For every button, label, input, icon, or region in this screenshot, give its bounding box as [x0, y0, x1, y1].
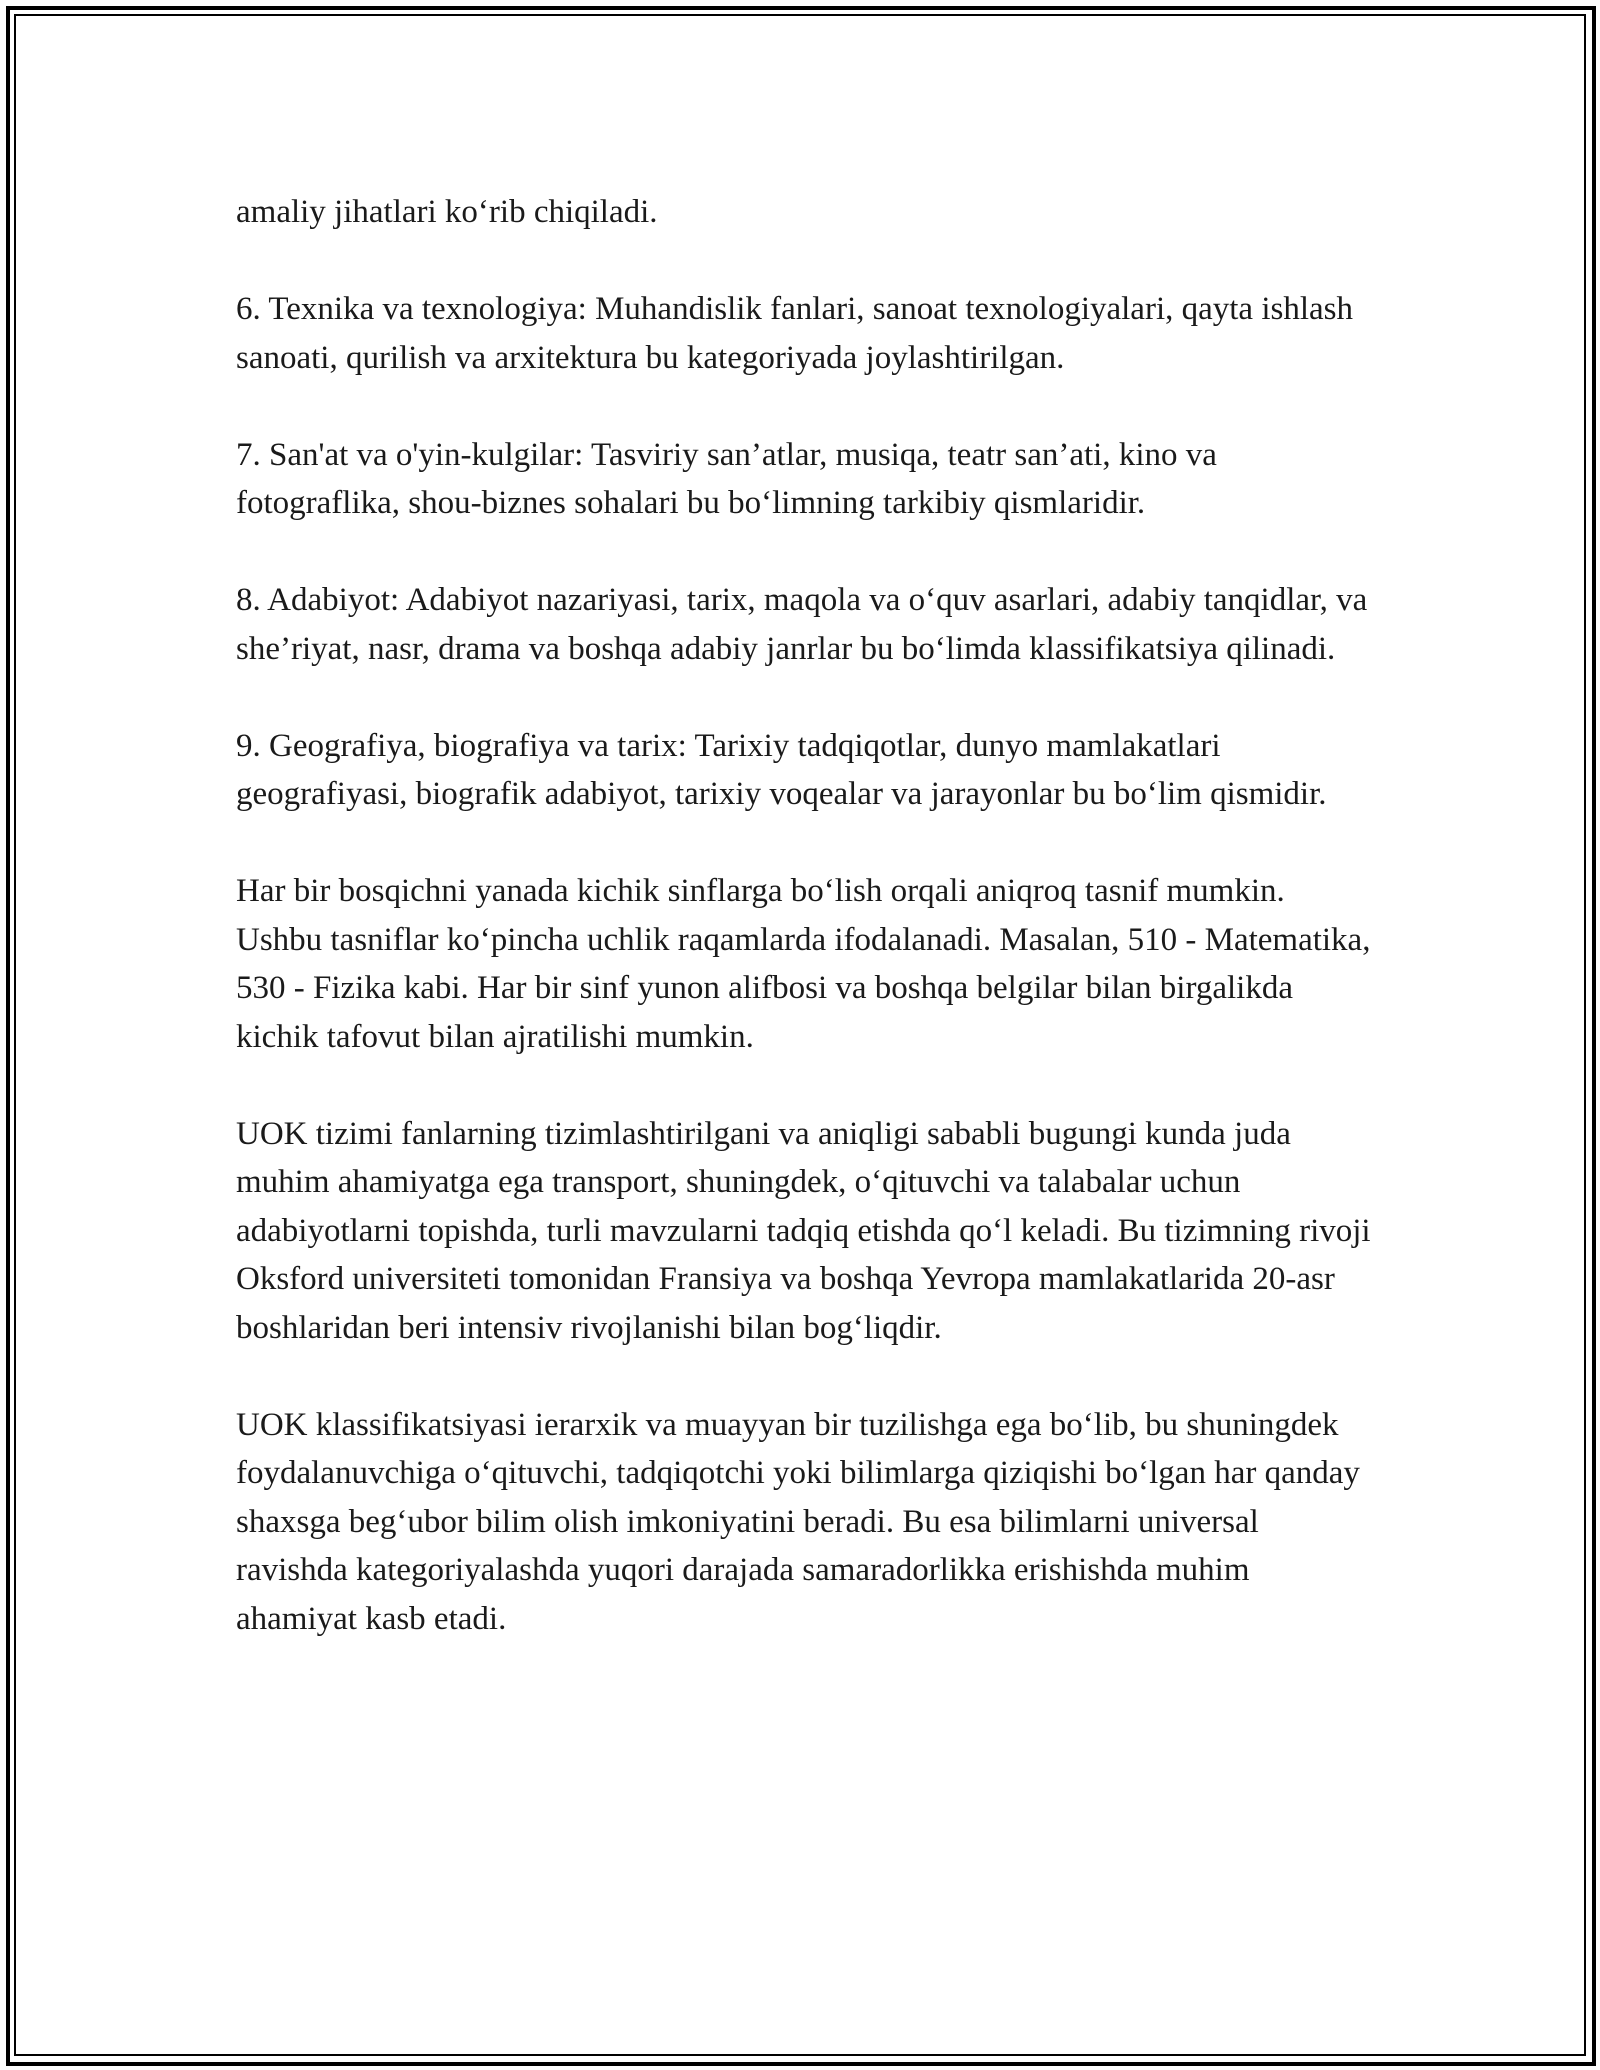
- paragraph-subdivision: Har bir bosqichni yanada kichik sinflarga bo‘lish orqali aniqroq tasnif mumkin. Ushbu tasniflar ko‘pincha uchlik raqamlarda ifodalanadi. Masalan, 510 - Matematika, 530 - Fizika kabi. Har bir sinf yunon alifbosi va boshqa belgilar bilan birgalikda kichik tafovut bilan ajratilishi mumkin.: [236, 873, 1371, 1055]
- paragraph-uok-structure: UOK klassifikatsiyasi ierarxik va muayyan bir tuzilishga ega bo‘lib, bu shuningdek foydalanuvchiga o‘qituvchi, tadqiqotchi yoki bilimlarga qiziqishi bo‘lgan har qanday shaxsga beg‘ubor bilim olish imkoniyatini beradi. Bu esa bilimlarni universal ravishda kategoriyalashda yuqori darajada samaradorlikka erishishda muhim ahamiyat kasb etadi.: [236, 1406, 1360, 1637]
- paragraph-uok-importance: UOK tizimi fanlarning tizimlashtirilgani va aniqligi sababli bugungi kunda juda muhim ahamiyatga ega transport, shuningdek, o‘qituvchi va talabalar uchun adabiyotlarni topishda, turli mavzularni tadqiq etishda qo‘l keladi. Bu tizimning rivoji Oksford universiteti tomonidan Fransiya va boshqa Yevropa mamlakatlarida 20-asr boshlaridan beri intensiv rivojlanishi bilan bog‘liqdir.: [236, 1115, 1371, 1346]
- paragraph-continuation: amaliy jihatlari ko‘rib chiqiladi.: [236, 194, 658, 230]
- document-body: [236, 188, 1376, 1692]
- paragraph-item-7: 7. San'at va o'yin-kulgilar: Tasviriy san’atlar, musiqa, teatr san’ati, kino va fotograflika, shou-biznes sohalari bu bo‘limning tarkibiy qismlaridir.: [236, 436, 1217, 521]
- paragraph-item-6: 6. Texnika va texnologiya: Muhandislik fanlari, sanoat texnologiyalari, qayta ishlash sanoati, qurilish va arxitektura bu kategoriyada joylashtirilgan.: [236, 291, 1353, 376]
- paragraph-item-9: 9. Geografiya, biografiya va tarix: Tarixiy tadqiqotlar, dunyo mamlakatlari geografiyasi, biografik adabiyot, tarixiy voqealar va jarayonlar bu bo‘lim qismidir.: [236, 727, 1327, 812]
- paragraph-item-8: 8. Adabiyot: Adabiyot nazariyasi, tarix, maqola va o‘quv asarlari, adabiy tanqidlar, va she’riyat, nasr, drama va boshqa adabiy janrlar bu bo‘limda klassifikatsiya qilinadi.: [236, 582, 1368, 667]
